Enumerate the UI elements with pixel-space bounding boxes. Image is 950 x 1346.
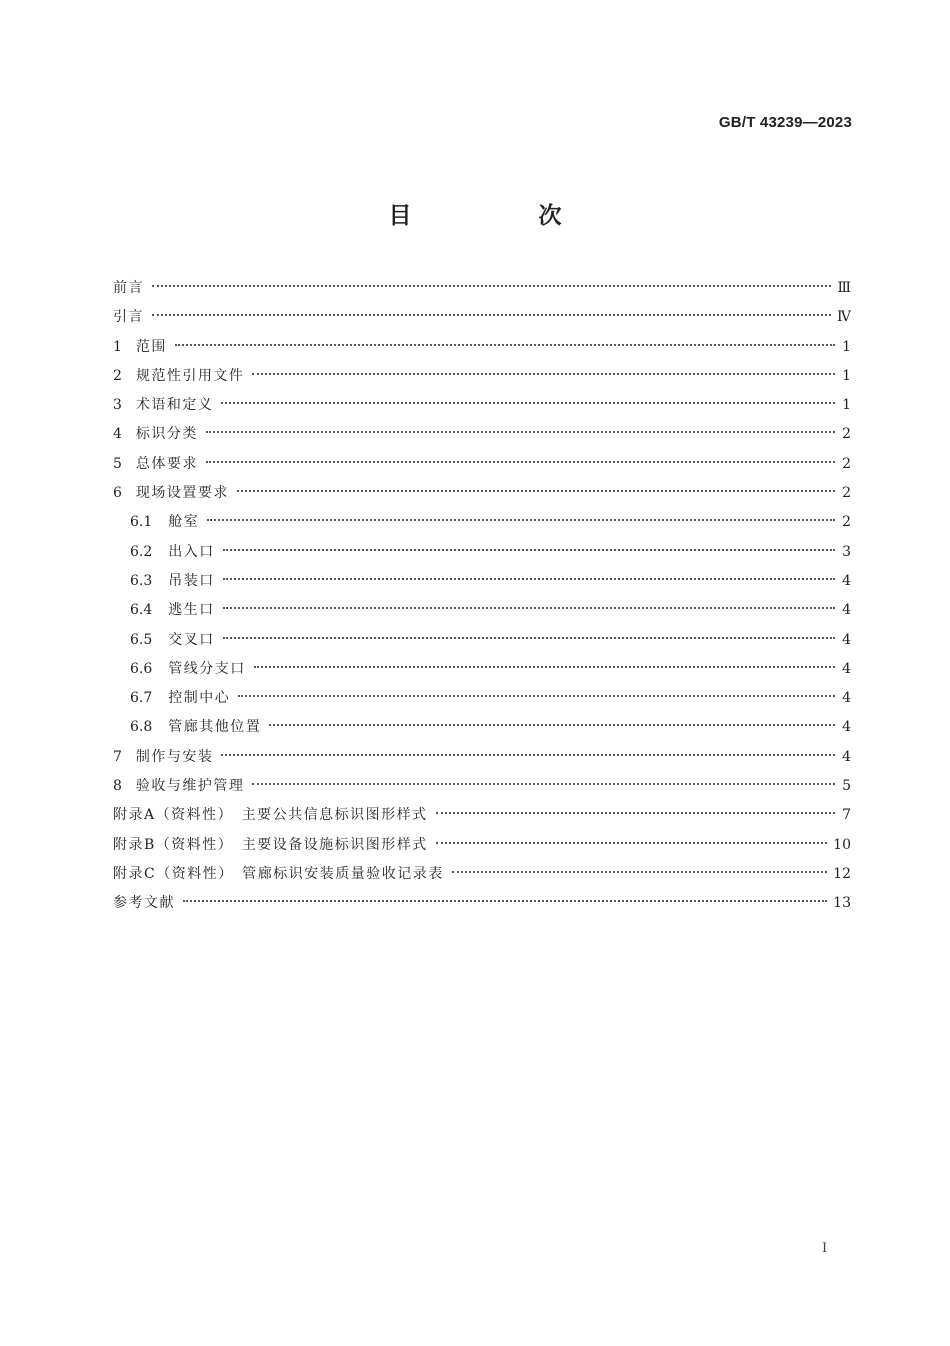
toc-entry[interactable] xyxy=(113,538,851,567)
toc-entry-page: 1 xyxy=(842,397,851,414)
toc-entry-page: 4 xyxy=(842,748,851,765)
toc-dot-leader xyxy=(223,549,835,551)
toc-entry[interactable] xyxy=(113,713,851,742)
toc-entry-number: 6.6 xyxy=(130,660,153,677)
toc-entry-label: 附录C（资料性） 管廊标识安装质量验收记录表 xyxy=(113,865,444,882)
document-code: GB/T 43239—2023 xyxy=(718,114,852,131)
toc-entry-label: 术语和定义 xyxy=(135,397,214,414)
table-of-contents xyxy=(113,274,851,919)
toc-entry[interactable] xyxy=(113,362,851,391)
toc-entry-page: Ⅳ xyxy=(837,309,851,326)
toc-entry-label: 控制中心 xyxy=(168,690,231,707)
toc-entry[interactable] xyxy=(113,508,851,537)
toc-entry-label: 引言 xyxy=(113,309,144,326)
toc-entry-page: 7 xyxy=(842,807,851,824)
toc-entry-page: 2 xyxy=(842,514,851,531)
toc-dot-leader xyxy=(223,578,835,580)
toc-entry-page: 10 xyxy=(833,836,851,853)
toc-entry-label: 附录A（资料性） 主要公共信息标识图形样式 xyxy=(113,807,428,824)
toc-entry-number: 6 xyxy=(113,485,122,502)
toc-entry-number: 3 xyxy=(113,397,122,414)
toc-entry-label: 出入口 xyxy=(168,543,215,560)
toc-entry-label: 范围 xyxy=(135,338,167,355)
toc-entry[interactable] xyxy=(113,333,851,362)
toc-dot-leader xyxy=(206,461,835,463)
toc-dot-leader xyxy=(436,842,827,844)
toc-entry[interactable] xyxy=(113,655,851,684)
toc-entry-number: 6.8 xyxy=(130,719,153,736)
toc-entry-label: 制作与安装 xyxy=(135,748,214,765)
toc-entry-page: Ⅲ xyxy=(837,280,851,296)
toc-dot-leader xyxy=(223,637,835,639)
toc-dot-leader xyxy=(269,724,835,726)
toc-entry-label: 规范性引用文件 xyxy=(135,367,245,384)
toc-entry[interactable] xyxy=(113,860,851,889)
toc-entry[interactable] xyxy=(113,567,851,596)
toc-entry[interactable] xyxy=(113,479,851,508)
toc-entry-page: 5 xyxy=(842,778,851,795)
toc-entry[interactable] xyxy=(113,420,851,449)
toc-entry-label: 参考文献 xyxy=(113,895,175,912)
toc-dot-leader xyxy=(221,754,835,756)
toc-entry-number: 1 xyxy=(113,338,122,355)
toc-entry[interactable] xyxy=(113,772,851,801)
toc-entry-page: 2 xyxy=(842,426,851,443)
toc-dot-leader xyxy=(223,607,835,609)
toc-entry[interactable] xyxy=(113,303,851,332)
toc-entry-page: 1 xyxy=(842,338,851,355)
toc-entry-label: 总体要求 xyxy=(135,455,198,472)
toc-entry-label: 舱室 xyxy=(168,514,200,531)
toc-entry[interactable] xyxy=(113,801,851,830)
toc-dot-leader xyxy=(206,431,835,433)
toc-entry[interactable] xyxy=(113,684,851,713)
toc-dot-leader xyxy=(252,373,835,375)
toc-entry-number: 2 xyxy=(113,367,122,384)
toc-entry-number: 6.5 xyxy=(130,631,153,648)
toc-entry-number: 6.4 xyxy=(130,602,153,619)
toc-entry-number: 6.7 xyxy=(130,690,153,707)
toc-entry-page: 4 xyxy=(842,602,851,619)
toc-entry[interactable] xyxy=(113,743,851,772)
toc-dot-leader xyxy=(152,285,831,287)
toc-entry[interactable] xyxy=(113,831,851,860)
toc-entry-page: 12 xyxy=(833,865,851,882)
toc-dot-leader xyxy=(152,314,831,316)
toc-dot-leader xyxy=(207,519,835,521)
toc-entry-number: 8 xyxy=(113,778,122,795)
toc-entry-label: 现场设置要求 xyxy=(135,485,229,502)
toc-entry-label: 管线分支口 xyxy=(168,660,246,677)
page-number: I xyxy=(822,1241,828,1256)
toc-entry[interactable] xyxy=(113,626,851,655)
toc-entry-page: 3 xyxy=(842,543,851,560)
toc-entry-label: 吊装口 xyxy=(168,572,215,589)
toc-dot-leader xyxy=(183,900,827,902)
toc-entry-label: 验收与维护管理 xyxy=(135,778,245,795)
toc-entry-page: 4 xyxy=(842,572,851,589)
toc-dot-leader xyxy=(254,666,835,668)
toc-dot-leader xyxy=(452,871,827,873)
toc-entry-label: 逃生口 xyxy=(168,602,215,619)
toc-entry-number: 4 xyxy=(113,426,122,443)
toc-dot-leader xyxy=(252,783,835,785)
toc-entry-label: 交叉口 xyxy=(168,631,215,648)
toc-entry-page: 4 xyxy=(842,631,851,648)
toc-entry-number: 5 xyxy=(113,455,122,472)
toc-entry[interactable] xyxy=(113,274,851,303)
toc-entry[interactable] xyxy=(113,391,851,420)
toc-entry[interactable] xyxy=(113,889,851,918)
toc-entry-label: 附录B（资料性） 主要设备设施标识图形样式 xyxy=(113,836,428,853)
toc-entry-page: 4 xyxy=(842,690,851,707)
toc-entry-label: 前言 xyxy=(113,280,144,296)
toc-entry-page: 1 xyxy=(842,367,851,384)
toc-entry-page: 2 xyxy=(842,455,851,472)
toc-dot-leader xyxy=(237,490,835,492)
toc-entry-number: 6.3 xyxy=(130,572,153,589)
toc-title: 目 次 xyxy=(388,203,614,229)
toc-entry-page: 4 xyxy=(842,660,851,677)
toc-entry-label: 标识分类 xyxy=(135,426,198,443)
toc-dot-leader xyxy=(175,344,835,346)
toc-entry-label: 管廊其他位置 xyxy=(168,719,262,736)
toc-entry-number: 6.2 xyxy=(130,543,153,560)
toc-entry-page: 2 xyxy=(842,485,851,502)
toc-dot-leader xyxy=(238,695,835,697)
toc-dot-leader xyxy=(436,812,835,814)
toc-entry[interactable] xyxy=(113,596,851,625)
toc-entry-number: 7 xyxy=(113,748,122,765)
toc-entry[interactable] xyxy=(113,450,851,479)
toc-entry-page: 4 xyxy=(842,719,851,736)
toc-entry-number: 6.1 xyxy=(130,514,153,531)
toc-dot-leader xyxy=(221,402,835,404)
toc-entry-page: 13 xyxy=(833,895,851,912)
